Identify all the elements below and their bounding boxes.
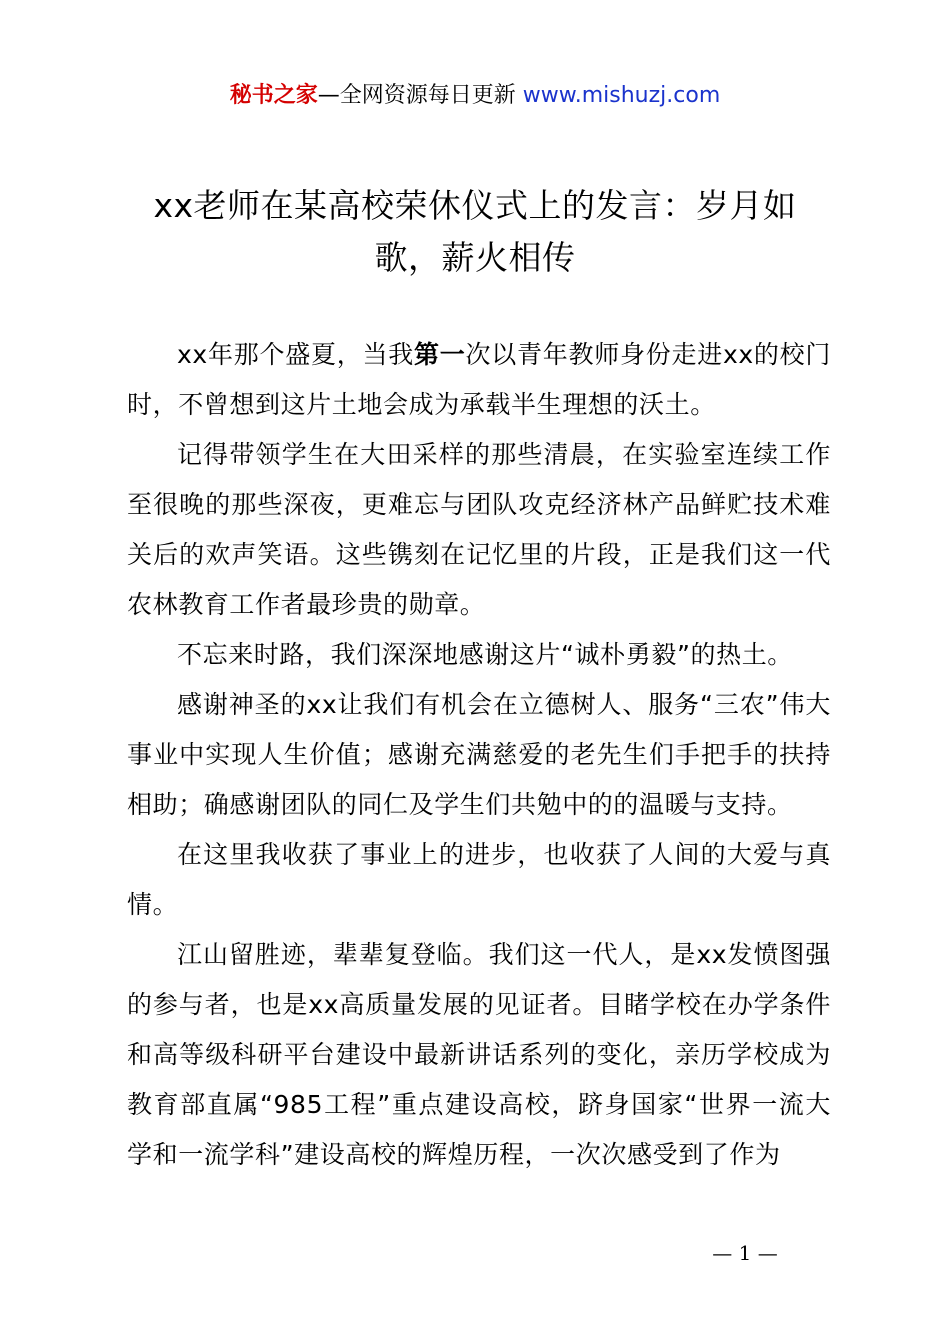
paragraph-1-text-before: xx年那个盛夏，当我 [177, 340, 414, 369]
paragraph-1-text-after: 次以青年教师身份走进xx的校门时，不曾想到这片土地会成为承载半生理想的沃土。 [127, 340, 832, 419]
paragraph-6: 江山留胜迹，辈辈复登临。我们这一代人，是xx发愤图强的参与者，也是xx高质量发展的见证者。目睹学校在办学条件和高等级科研平台建设中最新讲话系列的变化，亲历学校成为教育部直属“985工程”重点建设高校，跻身国家“世界一流大学和一流学科”建设高校的辉煌历程，一次次感受到了作为 [127, 940, 831, 1169]
paragraph-4: 感谢神圣的xx让我们有机会在立德树人、服务“三农”伟大事业中实现人生价值；感谢充满慈爱的老先生们手把手的扶持相助；确感谢团队的同仁及学生们共勉中的的温暖与支持。 [127, 690, 831, 819]
document-body [127, 330, 831, 1180]
document-title: xx老师在某高校荣休仪式上的发言：岁月如歌，薪火相传 [153, 186, 797, 277]
site-url-link[interactable]: www.mishuzj.com [522, 83, 721, 108]
brand-name: 秘书之家 [229, 83, 318, 108]
page-number: — 1 — [712, 1241, 778, 1265]
paragraph-2: 记得带领学生在大田采样的那些清晨，在实验室连续工作至很晚的那些深夜，更难忘与团队攻克经济林产品鲜贮技术难关后的欢声笑语。这些镌刻在记忆里的片段，正是我们这一代农林教育工作者最珍贵的勋章。 [127, 440, 831, 619]
paragraph-1-emphasis: 第一 [413, 340, 466, 369]
site-header [0, 80, 950, 112]
paragraph-3: 不忘来时路，我们深深地感谢这片“诚朴勇毅”的热土。 [177, 640, 793, 669]
paragraph-5: 在这里我收获了事业上的进步，也收获了人间的大爱与真情。 [127, 840, 831, 919]
header-tagline: —全网资源每日更新 [317, 83, 523, 108]
paragraph-1 [127, 330, 831, 430]
